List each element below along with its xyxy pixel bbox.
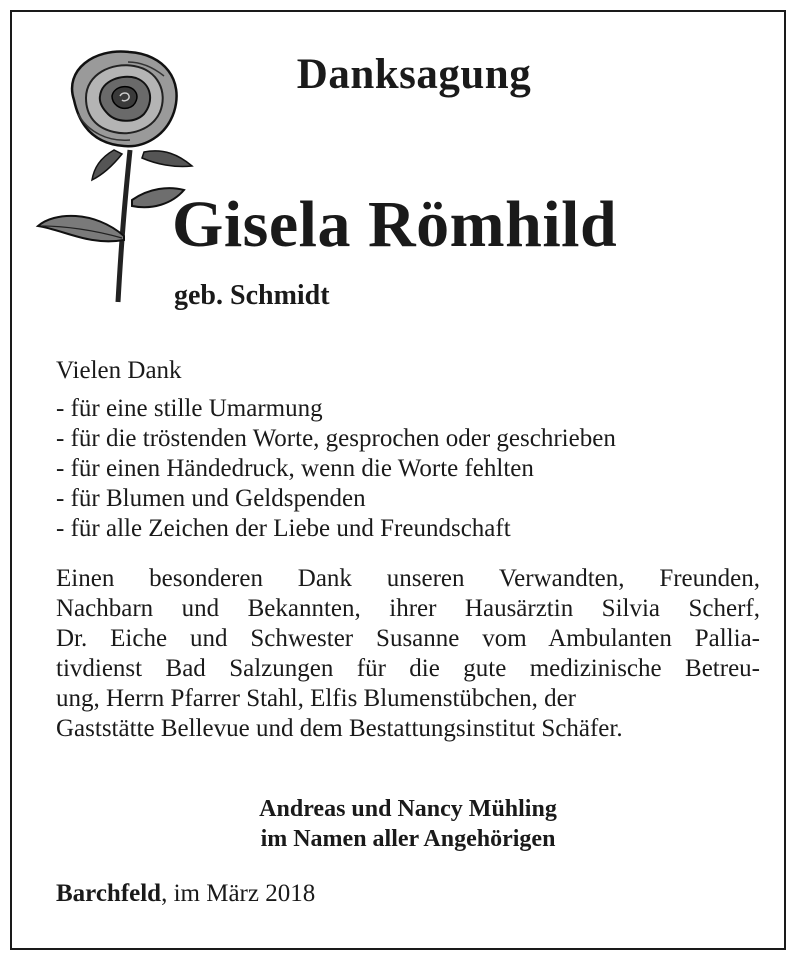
paragraph-line: Einen besonderen Dank unseren Verwandten, Freunden, [56, 565, 760, 592]
obituary-notice [10, 10, 786, 950]
paragraph-line: Nachbarn und Bekannten, ihrer Hausärztin Silvia Scherf, [56, 595, 760, 622]
maiden-name: geb. Schmidt [174, 280, 330, 311]
thanks-list [56, 394, 616, 544]
thanks-paragraph [56, 564, 760, 744]
date: , im März 2018 [161, 880, 316, 907]
rose-icon [34, 40, 204, 310]
signature-names: Andreas und Nancy Mühling [259, 796, 557, 822]
notice-heading: Danksagung [296, 51, 532, 98]
place-date [56, 880, 315, 908]
list-item: - für einen Händedruck, wenn die Worte fehlten [56, 455, 534, 482]
paragraph-line: ung, Herrn Pfarrer Stahl, Elfis Blumenstübchen, der [56, 685, 577, 712]
signature [56, 794, 760, 854]
signature-relation: im Namen aller Angehörigen [260, 826, 556, 852]
deceased-name: Gisela Römhild [172, 188, 618, 261]
intro-text: Vielen Dank [56, 357, 182, 384]
paragraph-line: tivdienst Bad Salzungen für die gute medizinische Betreu- [56, 655, 760, 682]
list-item: - für eine stille Umarmung [56, 395, 323, 422]
list-item: - für alle Zeichen der Liebe und Freundschaft [56, 515, 511, 542]
place: Barchfeld [56, 880, 162, 907]
paragraph-line: Dr. Eiche und Schwester Susanne vom Ambulanten Pallia- [56, 625, 760, 652]
list-item: - für Blumen und Geldspenden [56, 485, 366, 512]
list-item: - für die tröstenden Worte, gesprochen oder geschrieben [56, 425, 616, 452]
paragraph-line: Gaststätte Bellevue und dem Bestattungsinstitut Schäfer. [56, 715, 623, 742]
